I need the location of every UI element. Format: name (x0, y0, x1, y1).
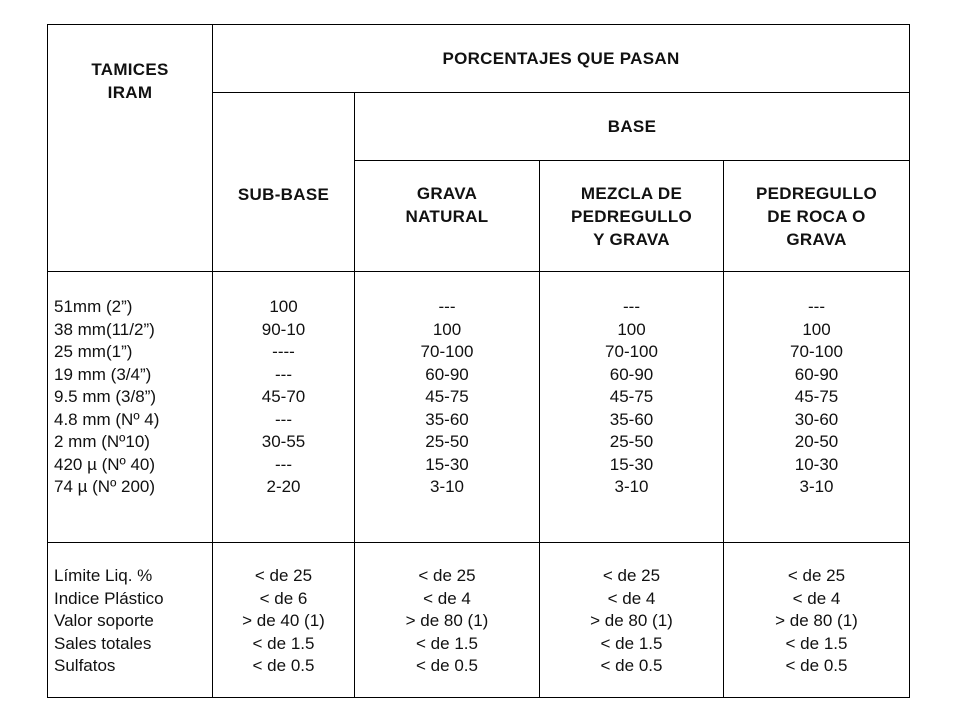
table-cell: > de 40 (1) (242, 611, 325, 630)
table-cell: ---- (272, 342, 295, 361)
header-tamices-line-1: TAMICES (91, 60, 169, 79)
header-base (355, 93, 909, 160)
table-cell: > de 80 (1) (775, 611, 858, 630)
property-labels (54, 565, 212, 678)
table-cell: < de 4 (792, 588, 841, 608)
header-pedregullo-line-2: DE ROCA O (767, 207, 866, 226)
table-cell: 90-10 (261, 319, 306, 339)
sieve-label: 4.8 mm (Nº 4) (54, 409, 160, 429)
table-cell: 60-90 (794, 364, 839, 384)
header-base-label: BASE (607, 117, 657, 136)
table-cell: --- (275, 409, 292, 429)
table-cell: > de 80 (1) (590, 611, 673, 630)
sieve-label: 420 µ (Nº 40) (54, 454, 156, 474)
table-cell: 45-75 (609, 387, 654, 406)
header-mezcla-line-1: MEZCLA DE (580, 184, 683, 203)
property-label: Indice Plástico (54, 588, 164, 608)
table-cell: 45-75 (794, 387, 839, 406)
table-cell: 45-70 (261, 387, 306, 406)
table-cell: < de 4 (423, 588, 471, 608)
header-subbase (213, 182, 354, 206)
header-porcentajes-label: PORCENTAJES QUE PASAN (442, 49, 680, 68)
header-pedregullo (724, 182, 909, 254)
sieve-label: 74 µ (Nº 200) (54, 477, 156, 496)
property-label: Límite Liq. % (54, 566, 153, 585)
table-cell: 30-60 (794, 409, 839, 429)
sieve-label: 9.5 mm (3/8”) (54, 387, 157, 406)
table-cell: 20-50 (794, 432, 839, 451)
table-border-right (909, 24, 910, 698)
property-label: Valor soporte (54, 611, 154, 630)
header-pedregullo-line-3: GRAVA (786, 230, 847, 249)
table-cell: 3-10 (429, 477, 465, 496)
sieve-label: 2 mm (Nº10) (54, 432, 150, 451)
rule-base (354, 160, 910, 161)
table-cell: < de 0.5 (252, 656, 315, 675)
table-cell: 70-100 (790, 342, 843, 361)
table-cell: 100 (802, 319, 831, 339)
header-mezcla (540, 182, 723, 254)
table-cell: 25-50 (425, 432, 469, 451)
table-cell: < de 6 (259, 588, 308, 608)
sieve-pedregullo-values (724, 296, 909, 499)
table-cell: 100 (432, 319, 462, 339)
table-cell: 100 (617, 319, 646, 339)
header-grava-natural (355, 182, 539, 230)
header-tamices-line-2: IRAM (107, 83, 153, 102)
header-subbase-label: SUB-BASE (237, 184, 330, 204)
table-cell: --- (275, 454, 292, 474)
table-cell: --- (623, 297, 640, 316)
table-cell: --- (808, 297, 825, 316)
header-grava-line-2: NATURAL (405, 207, 489, 226)
header-pedregullo-line-1: PEDREGULLO (755, 184, 878, 203)
table-border-bottom (47, 697, 910, 698)
table-cell: --- (275, 364, 292, 384)
sieve-label: 51mm (2”) (54, 297, 133, 316)
table-cell: 15-30 (609, 454, 654, 474)
table-cell: 70-100 (420, 342, 474, 361)
property-subbase-values (213, 565, 354, 678)
header-grava-line-1: GRAVA (416, 184, 478, 203)
property-grava-values (355, 565, 539, 678)
table-cell: < de 0.5 (785, 656, 848, 675)
table-cell: < de 1.5 (416, 633, 478, 653)
rule-sieves-end (47, 542, 910, 543)
table-cell: 2-20 (266, 477, 301, 496)
sieve-label: 25 mm(1”) (54, 342, 133, 361)
table-cell: < de 1.5 (252, 633, 315, 653)
header-porcentajes (213, 25, 909, 92)
sieve-labels (54, 296, 212, 499)
sieve-subbase-values (213, 296, 354, 499)
header-mezcla-line-3: Y GRAVA (593, 230, 670, 249)
table-cell: < de 25 (418, 566, 476, 585)
table-cell: < de 0.5 (416, 656, 478, 675)
table-cell: 60-90 (609, 364, 654, 384)
table-cell: 10-30 (794, 454, 839, 474)
rule-header-end (47, 271, 910, 272)
table-cell: 30-55 (261, 432, 306, 451)
table-cell: < de 25 (787, 566, 846, 585)
table-cell: 35-60 (425, 409, 469, 429)
table-cell: 3-10 (614, 477, 649, 496)
table-cell: < de 4 (607, 588, 656, 608)
sieve-label: 19 mm (3/4”) (54, 364, 152, 384)
sieve-mezcla-values (540, 296, 723, 499)
table-cell: < de 1.5 (600, 633, 663, 653)
table-cell: < de 25 (254, 566, 313, 585)
table-cell: 100 (269, 297, 298, 316)
sieve-label: 38 mm(11/2”) (54, 319, 155, 339)
table-cell: < de 0.5 (600, 656, 663, 675)
table-cell: 3-10 (799, 477, 834, 496)
table-cell: > de 80 (1) (405, 611, 489, 630)
header-mezcla-line-2: PEDREGULLO (570, 207, 693, 226)
property-mezcla-values (540, 565, 723, 678)
table-cell: < de 1.5 (785, 633, 848, 653)
property-label: Sales totales (54, 633, 152, 653)
table-cell: < de 25 (602, 566, 661, 585)
sieve-grava-values (355, 296, 539, 499)
table-cell: 35-60 (609, 409, 654, 429)
table-cell: 45-75 (425, 387, 469, 406)
header-tamices (48, 58, 212, 128)
table-cell: 15-30 (425, 454, 469, 474)
property-pedregullo-values (724, 565, 909, 678)
table-cell: 60-90 (425, 364, 469, 384)
table-cell: --- (438, 297, 456, 316)
table-cell: 25-50 (609, 432, 654, 451)
table-cell: 70-100 (605, 342, 658, 361)
property-label: Sulfatos (54, 656, 116, 675)
